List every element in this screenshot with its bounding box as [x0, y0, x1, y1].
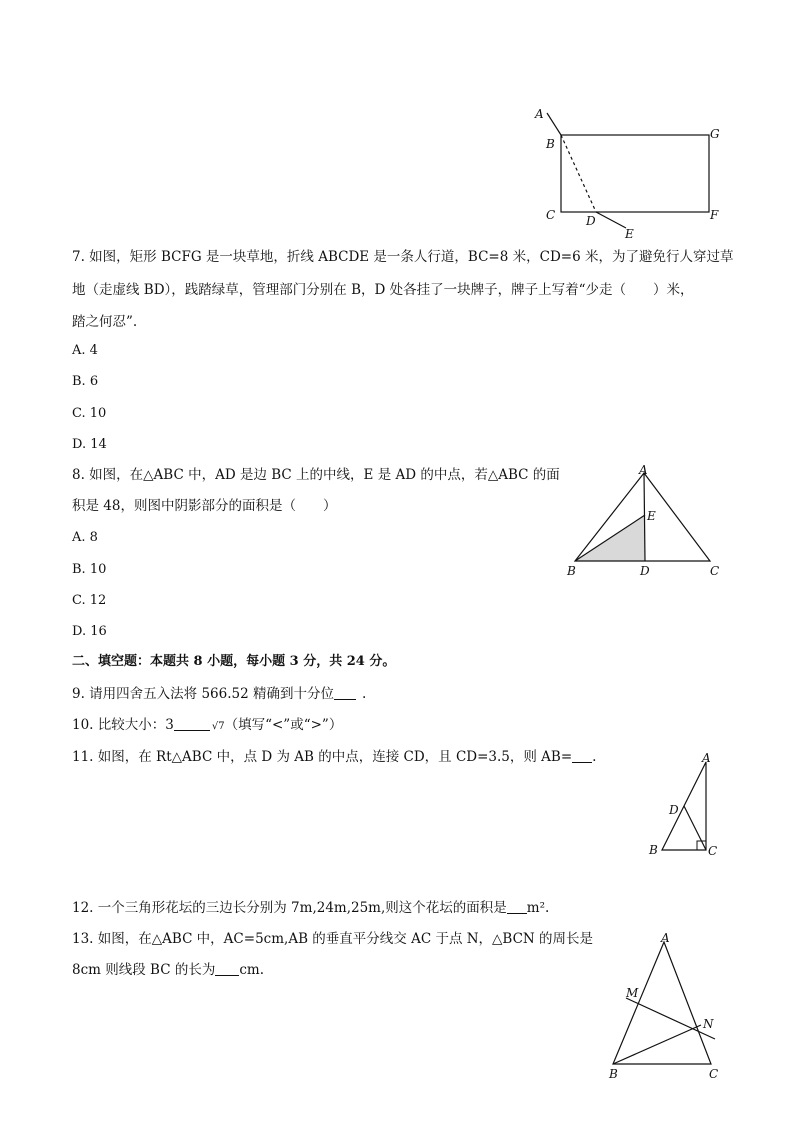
q9-answer-blank[interactable] — [334, 685, 356, 700]
q7-option-a: A. 4 — [72, 343, 98, 358]
q7-segment-de — [596, 212, 626, 228]
q8-option-a: A. 8 — [72, 530, 98, 545]
q7-label-g: G — [710, 127, 720, 141]
q7-option-b: B. 6 — [72, 374, 99, 389]
q8-label-d: D — [640, 564, 650, 578]
q8-label-e: E — [647, 509, 656, 523]
q11-label-a: A — [702, 751, 711, 765]
q7-option-c: C. 10 — [72, 406, 107, 421]
q12-stem — [72, 899, 549, 917]
q11-segment-cd — [684, 806, 706, 850]
q13-label-c: C — [709, 1067, 719, 1081]
q8-option-b: B. 10 — [72, 562, 107, 577]
q10-instruction: （填写“<”或“>”） — [224, 717, 343, 733]
q11-stem — [72, 748, 596, 766]
q13-stem-line1: 13. 如图，在△ABC 中，AC=5cm,AB 的垂直平分线交 AC 于点 N，△BCN 的周长是 — [72, 931, 594, 947]
q11-label-d: D — [669, 803, 679, 817]
q12-answer-blank[interactable] — [507, 899, 527, 914]
q7-segment-ab — [547, 113, 561, 135]
q13-label-m: M — [626, 986, 639, 1000]
q11-label-c: C — [708, 844, 718, 858]
q7-label-f: F — [710, 208, 719, 222]
q11-suffix: . — [592, 749, 597, 765]
q13-label-b: B — [609, 1067, 618, 1081]
q7-label-a: A — [535, 107, 544, 121]
q8-label-a: A — [639, 463, 648, 477]
q13-perpendicular-bisector — [626, 998, 715, 1039]
q8-label-b: B — [567, 564, 576, 578]
q8-figure — [560, 462, 730, 582]
q8-label-c: C — [710, 564, 720, 578]
q13-label-a: A — [661, 931, 670, 945]
q7-label-c: C — [546, 208, 556, 222]
q11-right-angle-mark — [697, 841, 706, 850]
section-fill-in-title: 二、填空题：本题共 8 小题，每小题 3 分，共 24 分。 — [72, 654, 396, 669]
q7-rectangle-bcfg — [561, 135, 709, 212]
q8-stem-line1: 8. 如图，在△ABC 中，AD 是边 BC 上的中线，E 是 AD 的中点，若△ABC 的面 — [72, 467, 560, 483]
q10-radical: √7 — [211, 721, 225, 732]
q7-label-d: D — [586, 214, 596, 228]
q7-figure — [530, 100, 730, 240]
q8-option-d: D. 16 — [72, 624, 107, 639]
q10-text: 10. 比较大小：3 — [72, 717, 174, 733]
q7-dashed-bd — [561, 135, 596, 212]
q9-stem — [72, 685, 366, 703]
q13-triangle-abc — [613, 942, 711, 1064]
q9-suffix: . — [362, 686, 367, 702]
q7-stem-line3: 踏之何忍”. — [72, 314, 138, 330]
q13-label-n: N — [703, 1017, 714, 1031]
q7-stem-line2: 地（走虚线 BD），践踏绿草，管理部门分别在 B，D 处各挂了一块牌子，牌子上写着“少走（ ）米， — [72, 282, 694, 298]
q11-figure — [645, 750, 725, 860]
q13-unit: cm. — [239, 962, 264, 978]
q13-text: 8cm 则线段 BC 的长为 — [72, 962, 216, 978]
q13-stem-line2 — [72, 961, 264, 979]
q13-answer-blank[interactable] — [215, 961, 239, 976]
q10-stem — [72, 716, 342, 736]
q12-unit: m². — [526, 900, 550, 916]
q7-label-b: B — [546, 137, 555, 151]
q11-text: 11. 如图，在 Rt△ABC 中，点 D 为 AB 的中点，连接 CD，且 CD=3.5，则 AB= — [72, 749, 573, 765]
q7-stem-line1: 7. 如图，矩形 BCFG 是一块草地，折线 ABCDE 是一条人行道，BC=8 米，CD=6 米，为了避免行人穿过草 — [72, 249, 734, 265]
q7-label-e: E — [625, 227, 634, 241]
q7-option-d: D. 14 — [72, 437, 107, 452]
q11-answer-blank[interactable] — [572, 748, 592, 763]
q13-figure — [605, 930, 735, 1085]
q8-option-c: C. 12 — [72, 593, 107, 608]
q8-stem-line2: 积是 48，则图中阴影部分的面积是（ ） — [72, 498, 337, 514]
q9-text: 9. 请用四舍五入法将 566.52 精确到十分位 — [72, 686, 334, 702]
q11-label-b: B — [649, 843, 658, 857]
q13-segment-bn — [613, 1025, 701, 1064]
q12-text: 12. 一个三角形花坛的三边长分别为 7m,24m,25m,则这个花坛的面积是 — [72, 900, 507, 916]
q10-answer-blank[interactable] — [174, 716, 210, 731]
